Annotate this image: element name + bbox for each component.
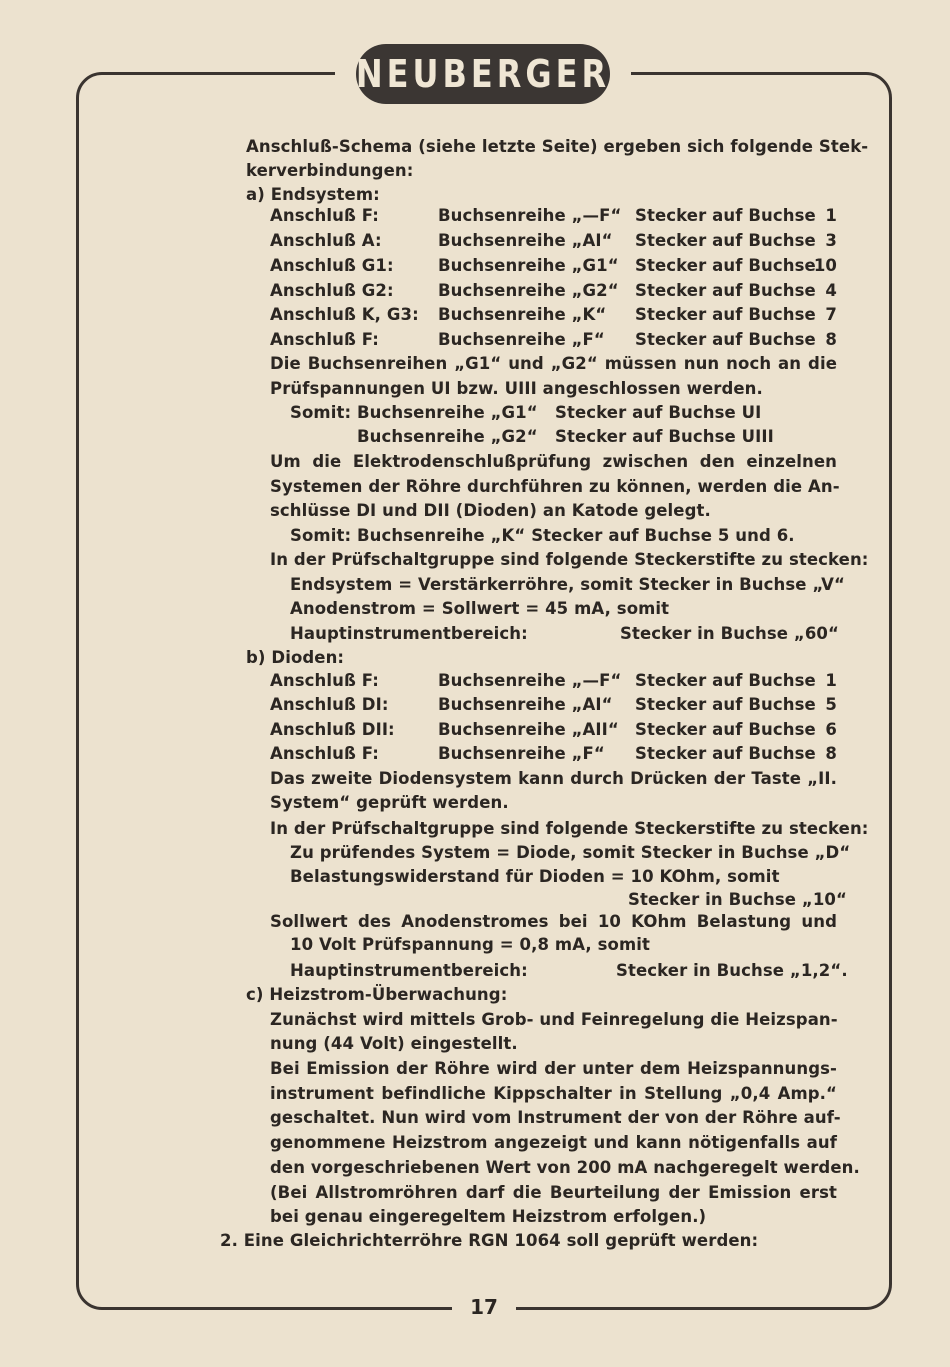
c-text2-line-7: bei genau eingeregeltem Heizstrom erfolgen.) [270,1207,707,1226]
a-row-3-number: 10 [813,256,837,275]
a-row-5-number: 7 [825,305,837,324]
c-text2-line-3: geschaltet. Nun wird vom Instrument der von der Röhre auf- [270,1108,841,1127]
a-row-6-socket: Buchsenreihe „F“ [438,330,605,349]
c-text1-line-1: Zunächst wird mittels Grob- und Feinregelung die Heizspan- [270,1010,838,1029]
b-row-4-socket: Buchsenreihe „F“ [438,744,605,763]
a-row-4-number: 4 [825,281,837,300]
a-range-value: Stecker in Buchse „60“ [620,624,839,643]
a-text1-line-2: Prüfspannungen UI bzw. UIII angeschlossen werden. [270,379,763,398]
c-text2-line-6: (Bei Allstromröhren darf die Beurteilung der Emission erst [270,1183,837,1202]
a-row-4-plug: Stecker auf Buchse [635,281,816,300]
section-c-heading: c) Heizstrom-Überwachung: [246,985,508,1004]
a-list-2: Anodenstrom = Sollwert = 45 mA, somit [290,599,670,618]
a-row-1-pin: Anschluß F: [270,206,379,225]
b-row-1-number: 1 [825,671,837,690]
a-text1-line-1: Die Buchsenreihen „G1“ und „G2“ müssen nun noch an die [270,354,837,373]
a-row-2-pin: Anschluß A: [270,231,382,250]
page-number: 17 [470,1295,498,1319]
logo-text: NEUBERGER [355,51,611,97]
b-row-1-pin: Anschluß F: [270,671,379,690]
a-row-3-plug: Stecker auf Buchse [635,256,816,275]
c-text2-line-5: den vorgeschriebenen Wert von 200 mA nachgeregelt werden. [270,1158,860,1177]
b-text1-line-1: Das zweite Diodensystem kann durch Drücken der Taste „II. [270,769,837,788]
b-row-3-socket: Buchsenreihe „AII“ [438,720,619,739]
b-range-label: Hauptinstrumentbereich: [290,961,528,980]
a-row-1-socket: Buchsenreihe „—F“ [438,206,622,225]
a-row-2-plug: Stecker auf Buchse [635,231,816,250]
a-somit1-row-2-plug: Stecker auf Buchse UIII [555,427,774,446]
a-text2-line-3: schlüsse DI und DII (Dioden) an Katode gelegt. [270,501,711,520]
intro-line-1: Anschluß-Schema (siehe letzte Seite) ergeben sich folgende Stek- [246,137,869,156]
b-text1-line-2: System“ geprüft werden. [270,793,509,812]
b-text3-line-1: Sollwert des Anodenstromes bei 10 KOhm Belastung und [270,912,837,931]
b-row-3-pin: Anschluß DII: [270,720,395,739]
a-row-6-number: 8 [825,330,837,349]
brand-logo [356,44,610,104]
a-row-4-socket: Buchsenreihe „G2“ [438,281,619,300]
a-row-3-socket: Buchsenreihe „G1“ [438,256,619,275]
c-text2-line-2: instrument befindliche Kippschalter in Stellung „0,4 Amp.“ [270,1084,837,1103]
b-row-2-pin: Anschluß DI: [270,695,389,714]
b-row-2-number: 5 [825,695,837,714]
b-row-4-plug: Stecker auf Buchse [635,744,816,763]
b-text2: In der Prüfschaltgruppe sind folgende Steckerstifte zu stecken: [270,819,869,838]
c-text2-line-1: Bei Emission der Röhre wird der unter dem Heizspannungs- [270,1059,837,1078]
a-list-1: Endsystem = Verstärkerröhre, somit Stecker in Buchse „V“ [290,575,845,594]
b-list-2: Belastungswiderstand für Dioden = 10 KOhm, somit [290,867,780,886]
a-somit1-row-1-socket: Buchsenreihe „G1“ [357,403,538,422]
b-row-3-number: 6 [825,720,837,739]
a-text2-line-2: Systemen der Röhre durchführen zu können, werden die An- [270,477,840,496]
b-row-4-number: 8 [825,744,837,763]
a-somit1-row-2-socket: Buchsenreihe „G2“ [357,427,538,446]
b-row-3-plug: Stecker auf Buchse [635,720,816,739]
b-list-1: Zu prüfendes System = Diode, somit Stecker in Buchse „D“ [290,843,851,862]
a-row-5-socket: Buchsenreihe „K“ [438,305,607,324]
b-row-1-plug: Stecker auf Buchse [635,671,816,690]
a-row-4-pin: Anschluß G2: [270,281,394,300]
b-row-2-socket: Buchsenreihe „AI“ [438,695,613,714]
section-b-heading: b) Dioden: [246,648,345,667]
a-row-5-pin: Anschluß K, G3: [270,305,419,324]
c-text1-line-2: nung (44 Volt) eingestellt. [270,1034,518,1053]
c-text2-line-4: genommene Heizstrom angezeigt und kann nötigenfalls auf [270,1133,837,1152]
a-row-3-pin: Anschluß G1: [270,256,394,275]
b-range-value: Stecker in Buchse „1,2“. [616,961,848,980]
a-row-5-plug: Stecker auf Buchse [635,305,816,324]
a-row-6-pin: Anschluß F: [270,330,379,349]
b-row-1-socket: Buchsenreihe „—F“ [438,671,622,690]
intro-line-2: kerverbindungen: [246,161,414,180]
b-list-continuation: Stecker in Buchse „10“ [628,890,847,909]
a-row-1-number: 1 [825,206,837,225]
a-text3: In der Prüfschaltgruppe sind folgende Steckerstifte zu stecken: [270,550,869,569]
a-somit2: Somit: Buchsenreihe „K“ Stecker auf Buchse 5 und 6. [290,526,795,545]
section-a-heading: a) Endsystem: [246,185,380,204]
a-range-label: Hauptinstrumentbereich: [290,624,528,643]
b-row-2-plug: Stecker auf Buchse [635,695,816,714]
item-2: 2. Eine Gleichrichterröhre RGN 1064 soll geprüft werden: [220,1231,759,1250]
a-text2-line-1: Um die Elektrodenschlußprüfung zwischen den einzelnen [270,452,837,471]
b-row-4-pin: Anschluß F: [270,744,379,763]
a-row-1-plug: Stecker auf Buchse [635,206,816,225]
a-row-2-number: 3 [825,231,837,250]
a-row-2-socket: Buchsenreihe „AI“ [438,231,613,250]
a-somit1-label: Somit: [290,403,352,422]
b-text3-line-2: 10 Volt Prüfspannung = 0,8 mA, somit [290,935,650,954]
a-somit1-row-1-plug: Stecker auf Buchse UI [555,403,762,422]
a-row-6-plug: Stecker auf Buchse [635,330,816,349]
